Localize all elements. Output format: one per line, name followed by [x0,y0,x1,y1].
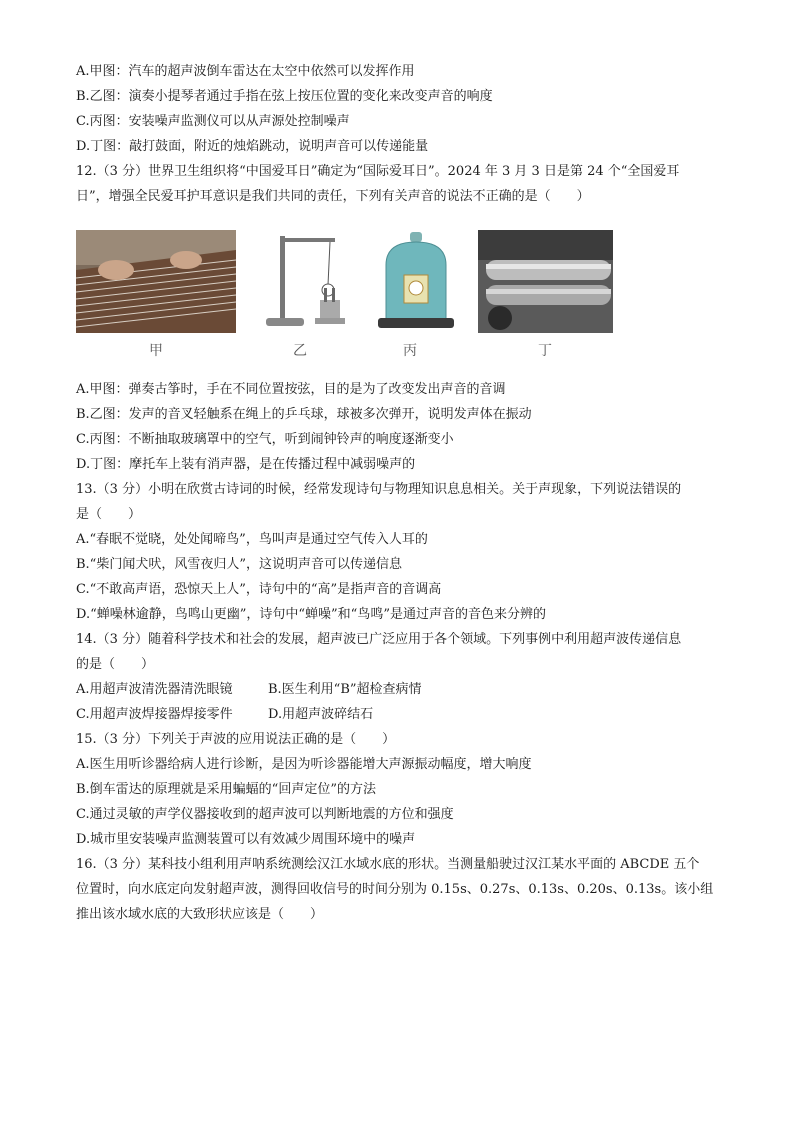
q13-option-d: D.“蝉噪林逾静，鸟鸣山更幽”，诗句中“蝉噪”和“鸟鸣”是通过声音的音色来分辨的 [76,607,546,622]
q13-stem-line1: 13.（3 分）小明在欣赏古诗词的时候，经常发现诗句与物理知识息息相关。关于声现象，下列说法错误的 [76,482,682,497]
q13-stem-line2: 是（ ） [76,507,142,522]
q14-stem-line2: 的是（ ） [76,657,155,672]
q16-stem-line2: 位置时，向水底定向发射超声波，测得回收信号的时间分别为 0.15s、0.27s、0.13s、0.20s、0.13s。该小组 [76,882,714,897]
q12-option-c: C.丙图：不断抽取玻璃罩中的空气，听到闹钟铃声的响度逐渐变小 [76,432,454,447]
figure-jia-guzheng [76,230,236,333]
q13-option-b: B.“柴门闻犬吠，风雪夜归人”，这说明声音可以传递信息 [76,557,402,572]
figure-bing-bell-jar [372,230,460,333]
q11-option-d: D.丁图：敲打鼓面，附近的烛焰跳动，说明声音可以传递能量 [76,139,429,154]
q15-option-a: A.医生用听诊器给病人进行诊断，是因为听诊器能增大声源振动幅度，增大响度 [76,757,532,772]
q12-stem-line1: 12.（3 分）世界卫生组织将“中国爱耳日”确定为“国际爱耳日”。2024 年 3 月 3 日是第 24 个“全国爱耳 [76,164,680,179]
q16-stem-line3: 推出该水域水底的大致形状应该是（ ） [76,907,324,922]
figure-caption-bing: 丙 [403,343,417,359]
q11-option-b: B.乙图：演奏小提琴者通过手指在弦上按压位置的变化来改变声音的响度 [76,89,493,104]
q14-option-a: A.用超声波清洗器清洗眼镜 [76,682,233,697]
q12-stem-line2: 日”，增强全民爱耳护耳意识是我们共同的责任，下列有关声音的说法不正确的是（ ） [76,189,590,204]
q11-option-c: C.丙图：安装噪声监测仪可以从声源处控制噪声 [76,114,350,129]
q15-option-c: C.通过灵敏的声学仪器接收到的超声波可以判断地震的方位和强度 [76,807,454,822]
q14-option-c: C.用超声波焊接器焊接零件 [76,707,233,722]
q12-option-b: B.乙图：发声的音叉轻触系在绳上的乒乓球，球被多次弹开，说明发声体在振动 [76,407,532,422]
q11-option-a: A.甲图：汽车的超声波倒车雷达在太空中依然可以发挥作用 [76,64,415,79]
figure-caption-jia: 甲 [149,343,163,359]
figure-caption-ding: 丁 [538,343,552,359]
q12-option-d: D.丁图：摩托车上装有消声器，是在传播过程中减弱噪声的 [76,457,416,472]
q15-stem: 15.（3 分）下列关于声波的应用说法正确的是（ ） [76,732,396,747]
q14-option-d: D.用超声波碎结石 [268,707,374,722]
q12-option-a: A.甲图：弹奏古筝时，手在不同位置按弦，目的是为了改变发出声音的音调 [76,382,506,397]
q14-stem-line1: 14.（3 分）随着科学技术和社会的发展，超声波已广泛应用于各个领域。下列事例中利用超声波传递信息 [76,632,682,647]
figure-yi-tuning-fork [260,230,355,333]
q15-option-d: D.城市里安装噪声监测装置可以有效减少周围环境中的噪声 [76,832,416,847]
q13-option-c: C.“不敢高声语，恐惊天上人”，诗句中的“高”是指声音的音调高 [76,582,442,597]
q16-stem-line1: 16.（3 分）某科技小组利用声呐系统测绘汉江水域水底的形状。当测量船驶过汉江某水平面的 ABCDE 五个 [76,857,700,872]
q14-option-b: B.医生利用“B”超检查病情 [268,682,422,697]
q13-option-a: A.“春眠不觉晓，处处闻啼鸟”，鸟叫声是通过空气传入人耳的 [76,532,428,547]
figure-caption-yi: 乙 [293,343,307,359]
figure-ding-muffler [478,230,613,333]
q15-option-b: B.倒车雷达的原理就是采用蝙蝠的“回声定位”的方法 [76,782,376,797]
